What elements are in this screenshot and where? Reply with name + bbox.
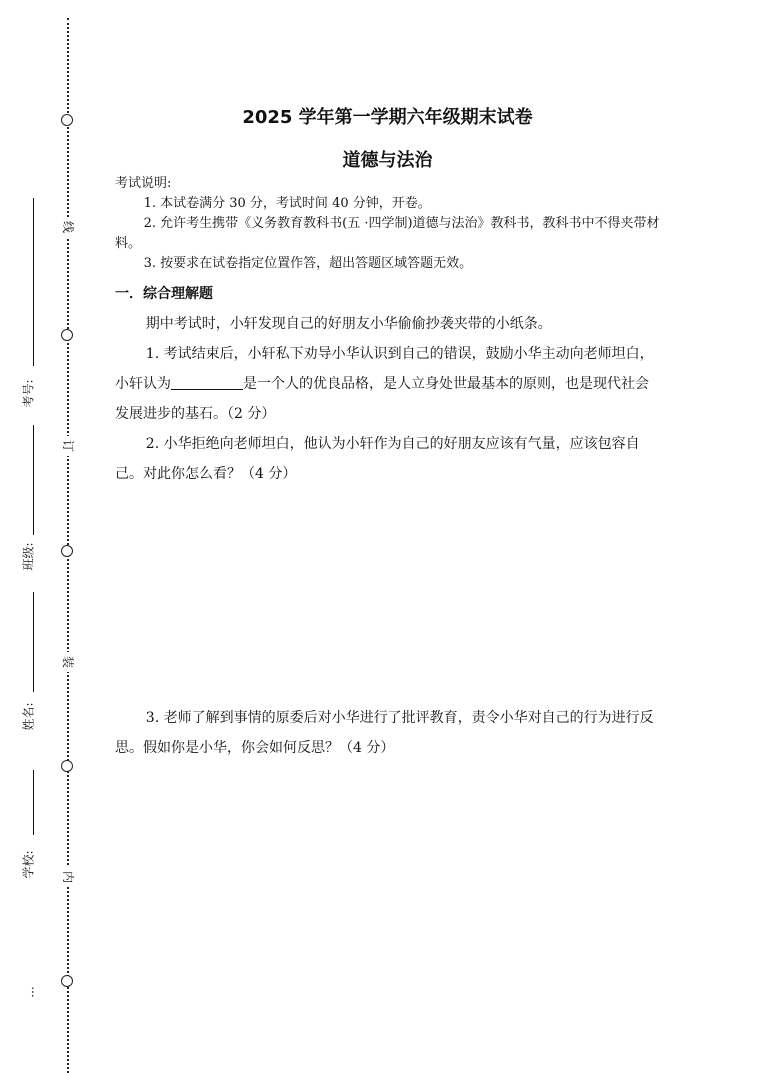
question-2: 2. 小华拒绝向老师坦白，他认为小轩作为自己的好朋友应该有气量，应该包容自己。对此你怎么看？（4 分） <box>115 436 640 482</box>
instruction-item: 3. 按要求在试卷指定位置作答，超出答题区域答题无效。 <box>143 256 473 271</box>
answer-blank[interactable] <box>171 375 243 390</box>
question-block <box>115 309 660 489</box>
margin-ellipsis: ... <box>22 986 37 998</box>
instruction-item: 2. 允许考生携带《义务教育教科书(五 ·四学制)道德与法治》教科书，教科书中不得夹带材料。 <box>115 216 660 251</box>
seal-char-zhuang: 装 <box>59 652 77 672</box>
binding-hole <box>61 329 73 341</box>
instruction-item: 1. 本试卷满分 30 分，考试时间 40 分钟，开卷。 <box>143 196 431 211</box>
seal-char-ding: 订 <box>59 436 77 456</box>
question-1 <box>115 339 660 429</box>
binding-margin <box>0 0 90 1073</box>
binding-hole <box>61 114 73 126</box>
school-label: 学校: <box>21 850 36 879</box>
class-line[interactable] <box>33 425 34 535</box>
name-line[interactable] <box>33 592 34 692</box>
school-line[interactable] <box>33 770 34 835</box>
exam-instructions <box>115 174 660 274</box>
section-heading: 一．综合理解题 <box>115 286 213 302</box>
instructions-heading: 考试说明: <box>115 176 172 191</box>
scenario-text: 期中考试时，小轩发现自己的好朋友小华偷偷抄袭夹带的小纸条。 <box>145 316 552 332</box>
name-label: 姓名: <box>21 702 36 731</box>
question-3-block <box>115 703 660 763</box>
class-label: 班级: <box>21 542 36 571</box>
question-3: 3. 老师了解到事情的原委后对小华进行了批评教育，责令小华对自己的行为进行反思。假如你是小华，你会如何反思？（4 分） <box>115 710 654 756</box>
exam-number-line[interactable] <box>33 198 34 366</box>
seal-char-xian: 线 <box>59 217 77 237</box>
question-1-text: 1. 考试结束后，小轩私下劝导小华认识到自己的错误，鼓励小华主动向老师坦白，小轩认为 <box>115 346 654 392</box>
subject-title: 道德与法治 <box>342 150 433 171</box>
binding-hole <box>61 975 73 987</box>
binding-hole <box>61 545 73 557</box>
seal-char-nei: 内 <box>59 867 77 887</box>
exam-number-label: 考号: <box>21 379 36 408</box>
question-1-text-cont: 是一个人的优良品格，是人立身处世最基本的原则，也是现代社会发展进步的基石。（2 分） <box>115 376 649 422</box>
binding-hole <box>61 760 73 772</box>
exam-title: 2025 学年第一学期六年级期末试卷 <box>242 107 533 128</box>
